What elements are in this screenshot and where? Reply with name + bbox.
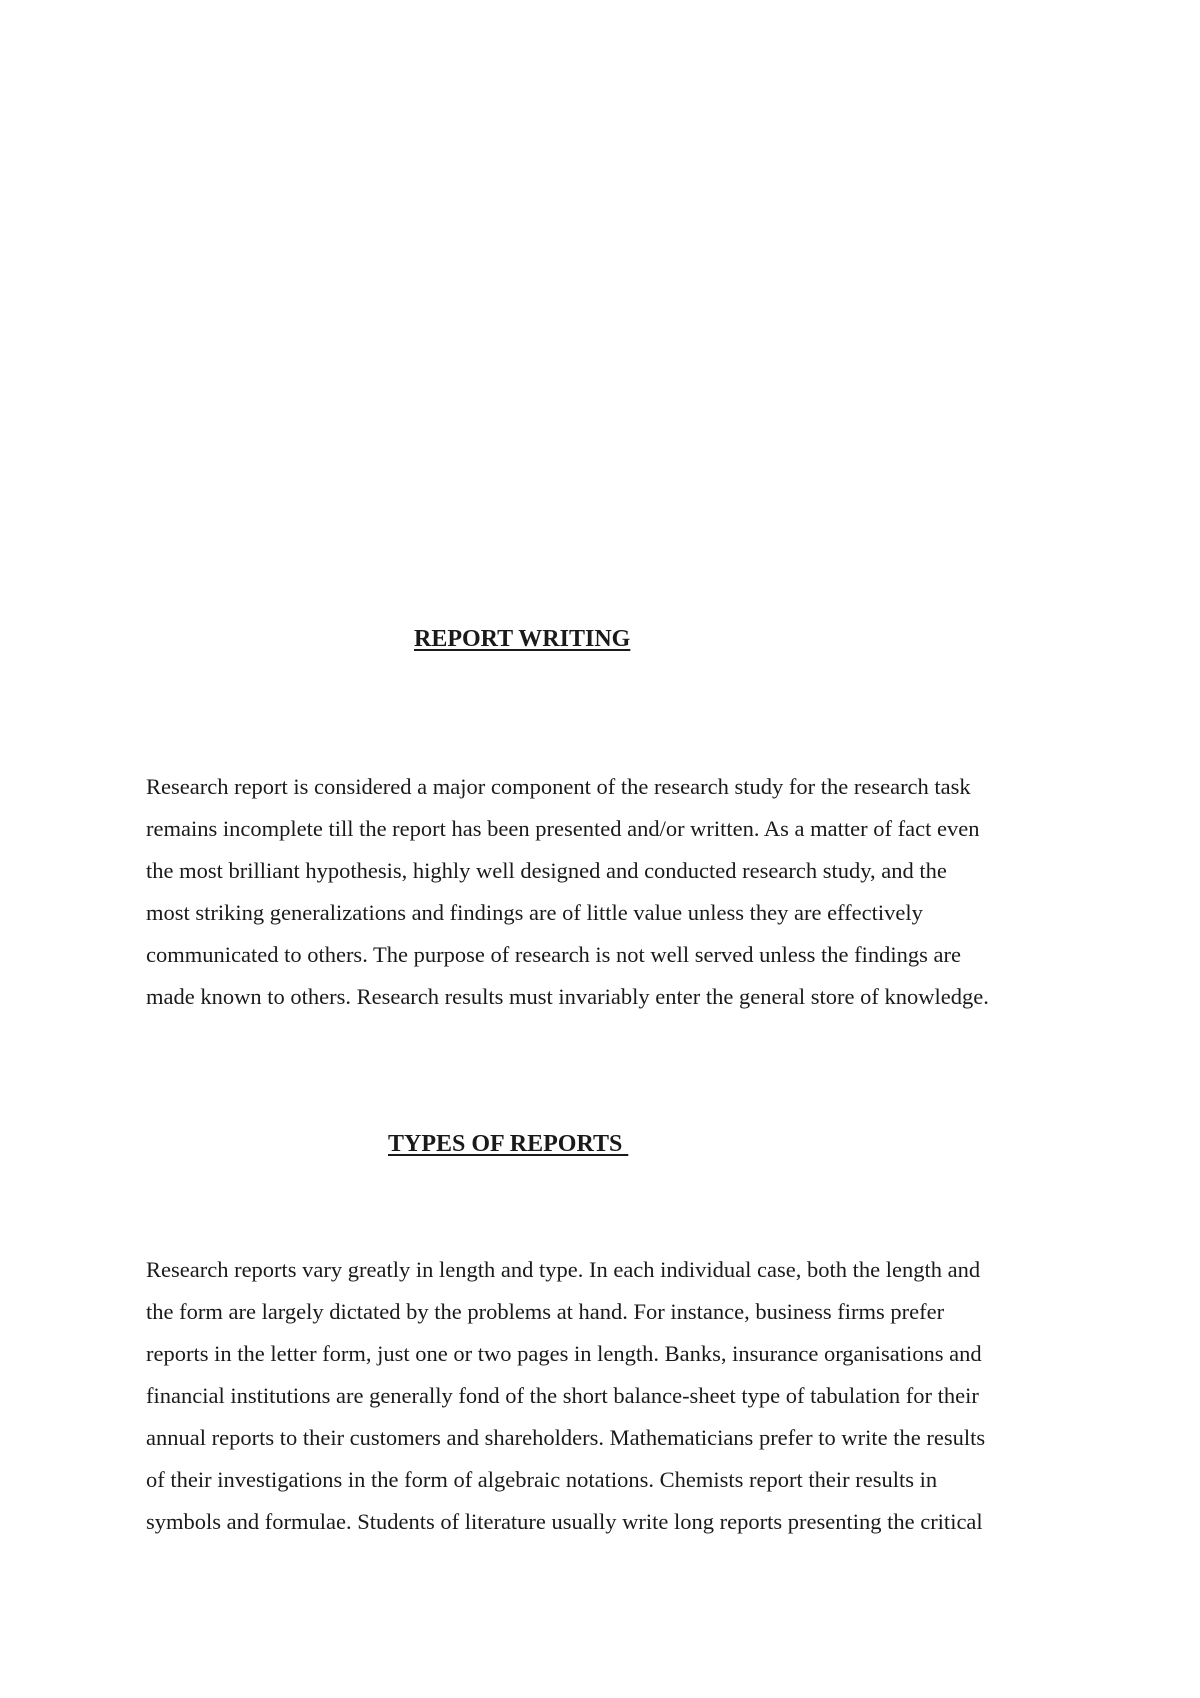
paragraph-line: of their investigations in the form of algebraic notations. Chemists report their results in [146, 1467, 938, 1492]
section-heading-types-of-reports: TYPES OF REPORTS [388, 1131, 629, 1157]
paragraph-line: financial institutions are generally fond of the short balance-sheet type of tabulation for their [146, 1383, 979, 1408]
paragraph-line: reports in the letter form, just one or two pages in length. Banks, insurance organisations and [146, 1341, 982, 1366]
paragraph-line: the form are largely dictated by the problems at hand. For instance, business firms prefer [146, 1299, 945, 1324]
paragraph-line: remains incomplete till the report has been presented and/or written. As a matter of fact even [146, 816, 980, 841]
paragraph-line: the most brilliant hypothesis, highly well designed and conducted research study, and the [146, 858, 947, 883]
section-heading-report-writing: REPORT WRITING [414, 626, 631, 652]
paragraph-line: annual reports to their customers and shareholders. Mathematicians prefer to write the results [146, 1425, 986, 1450]
paragraph-line: made known to others. Research results must invariably enter the general store of knowledge. [146, 984, 989, 1009]
paragraph-line: communicated to others. The purpose of research is not well served unless the findings are [146, 942, 961, 967]
paragraph-line: symbols and formulae. Students of literature usually write long reports presenting the critical [146, 1509, 983, 1534]
paragraph-line: most striking generalizations and findings are of little value unless they are effectively [146, 900, 923, 925]
report-writing-paragraph [146, 766, 1076, 1018]
paragraph-line: Research report is considered a major component of the research study for the research task [146, 774, 971, 799]
types-of-reports-paragraph [146, 1249, 1076, 1543]
paragraph-line: Research reports vary greatly in length and type. In each individual case, both the length and [146, 1257, 981, 1282]
